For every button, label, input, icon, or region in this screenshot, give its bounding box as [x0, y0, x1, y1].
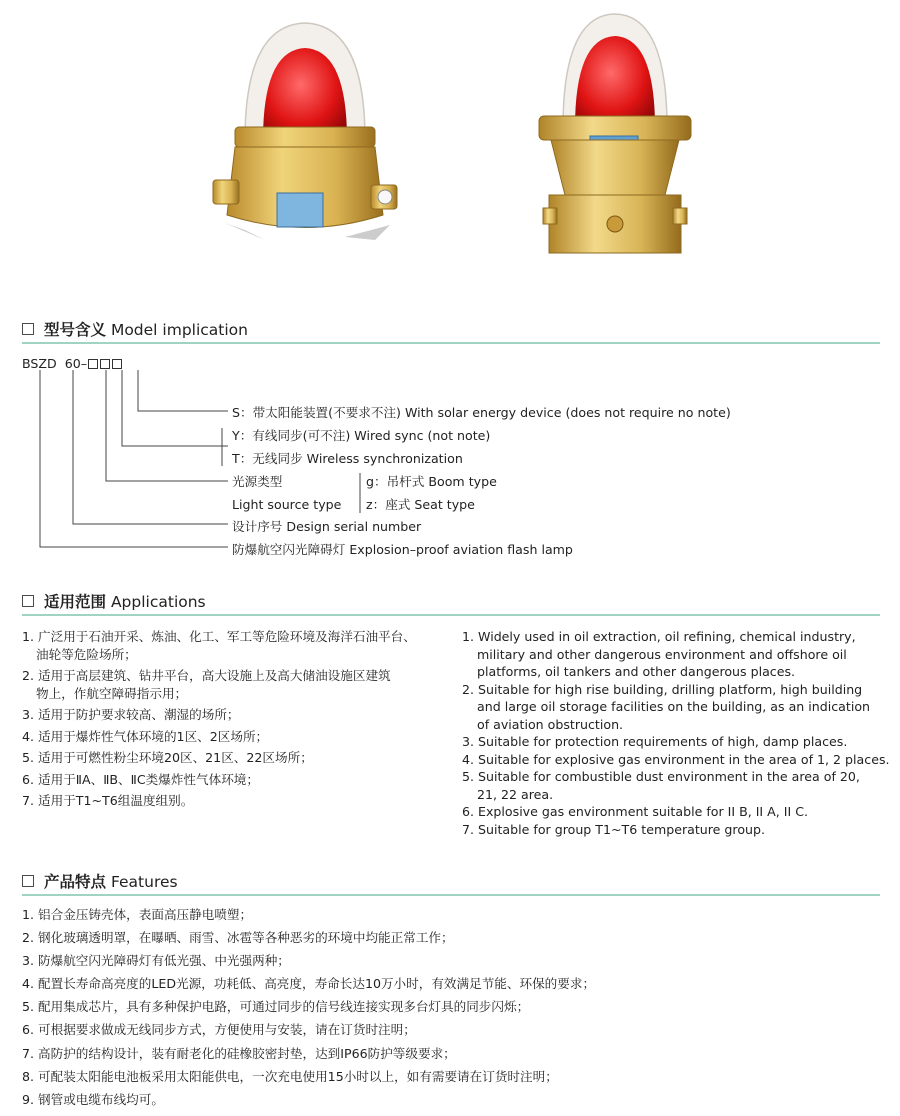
list-item: 2. Suitable for high rise building, drilling platform, high building [462, 681, 863, 697]
list-item: and large oil storage facilities on the building, as an indication [477, 699, 871, 714]
section-title-cn: 产品特点 [44, 873, 107, 891]
list-item: 1. 广泛用于石油开采、炼油、化工、军工等危险环境及海洋石油平台、 [22, 629, 416, 644]
model-row-s: S：带太阳能装置(不要求不注) With solar energy device (does not require no note) [232, 405, 731, 420]
list-item: 4. Suitable for explosive gas environment in the area of 1, 2 places. [462, 751, 890, 767]
list-item: 3. 防爆航空闪光障碍灯有低光强、中光强两种； [22, 953, 290, 969]
list-item: of aviation obstruction. [477, 716, 624, 732]
list-item: 物上，作航空障碍指示用； [36, 685, 188, 701]
section-divider [22, 894, 880, 896]
section-header-applications [22, 590, 880, 620]
model-prefix: BSZD [22, 356, 57, 371]
list-item: 1. 铝合金压铸壳体，表面高压静电喷塑； [22, 907, 253, 922]
list-item: 4. 配置长寿命高亮度的LED光源，功耗低、高亮度，寿命长达10万小时，有效满足节能、环保的要求； [22, 976, 596, 992]
model-dash: – [80, 356, 88, 371]
model-row-t: T：无线同步 Wireless synchronization [232, 451, 463, 466]
list-item: 7. Suitable for group T1~T6 temperature group. [462, 821, 765, 837]
list-item: 21, 22 area. [477, 786, 554, 802]
model-row-lamp: 防爆航空闪光障碍灯 Explosion–proof aviation flash lamp [232, 542, 573, 557]
section-header-features [22, 870, 880, 900]
model-type-z: z：座式 Seat type [366, 497, 475, 512]
section-title-en: Model implication [110, 321, 248, 339]
list-item: 7. 适用于T1~T6组温度组别。 [22, 793, 194, 808]
list-item: 5. 适用于可燃性粉尘环境20区、21区、22区场所； [22, 750, 313, 765]
list-item: 3. 适用于防护要求较高、潮湿的场所； [22, 707, 240, 722]
section-title-cn: 型号含义 [44, 321, 107, 339]
features-list [22, 906, 882, 1114]
list-item: 2. 适用于高层建筑、钻井平台，高大设施上及高大储油设施区建筑 [22, 668, 391, 683]
section-title-en: Applications [110, 593, 206, 611]
list-item: 5. Suitable for combustible dust environment in the area of 20, [462, 769, 860, 784]
list-item: 7. 高防护的结构设计，装有耐老化的硅橡胶密封垫，达到IP66防护等级要求； [22, 1045, 456, 1061]
checkbox-square-icon [22, 595, 34, 607]
list-item: 油轮等危险场所； [36, 646, 137, 662]
model-row-y: Y：有线同步(可不注) Wired sync (not note) [232, 428, 491, 443]
list-item: platforms, oil tankers and other dangerous places. [477, 664, 796, 679]
list-item: 6. 可根据要求做成无线同步方式，方便使用与安装，请在订货时注明； [22, 1022, 416, 1038]
checkbox-square-icon [22, 875, 34, 887]
section-divider [22, 614, 880, 616]
section-title-en: Features [110, 873, 178, 891]
section-title-cn: 适用范围 [44, 593, 107, 611]
list-item: military and other dangerous environment and offshore oil [477, 646, 847, 662]
list-item: 5. 配用集成芯片，具有多种保护电路，可通过同步的信号线连接实现多台灯具的同步闪烁； [22, 999, 530, 1015]
applications-en-list [462, 628, 890, 838]
model-number: 60 [64, 356, 81, 371]
list-item: 9. 钢管或电缆布线均可。 [22, 1091, 164, 1107]
model-type-g: g：吊杆式 Boom type [366, 474, 497, 489]
list-item: 6. Explosive gas environment suitable for II B, II A, II C. [462, 804, 808, 819]
list-item: 4. 适用于爆炸性气体环境的1区、2区场所； [22, 728, 269, 744]
list-item: 6. 适用于ⅡA、ⅡB、ⅡC类爆炸性气体环境； [22, 771, 259, 787]
list-item: 2. 钢化玻璃透明罩，在曝晒、雨雪、冰雹等各种恶劣的环境中均能正常工作； [22, 930, 454, 946]
model-row-serial: 设计序号 Design serial number [232, 519, 422, 534]
model-row-light-source-cn: 光源类型 [232, 474, 283, 489]
list-item: 3. Suitable for protection requirements of high, damp places. [462, 734, 848, 749]
list-item: 1. Widely used in oil extraction, oil refining, chemical industry, [462, 629, 856, 644]
list-item: 8. 可配装太阳能电池板采用太阳能供电，一次充电使用15小时以上，如有需要请在订货时注明； [22, 1068, 558, 1084]
model-row-light-source-en: Light source type [232, 497, 342, 512]
applications-cn-list [22, 628, 452, 810]
